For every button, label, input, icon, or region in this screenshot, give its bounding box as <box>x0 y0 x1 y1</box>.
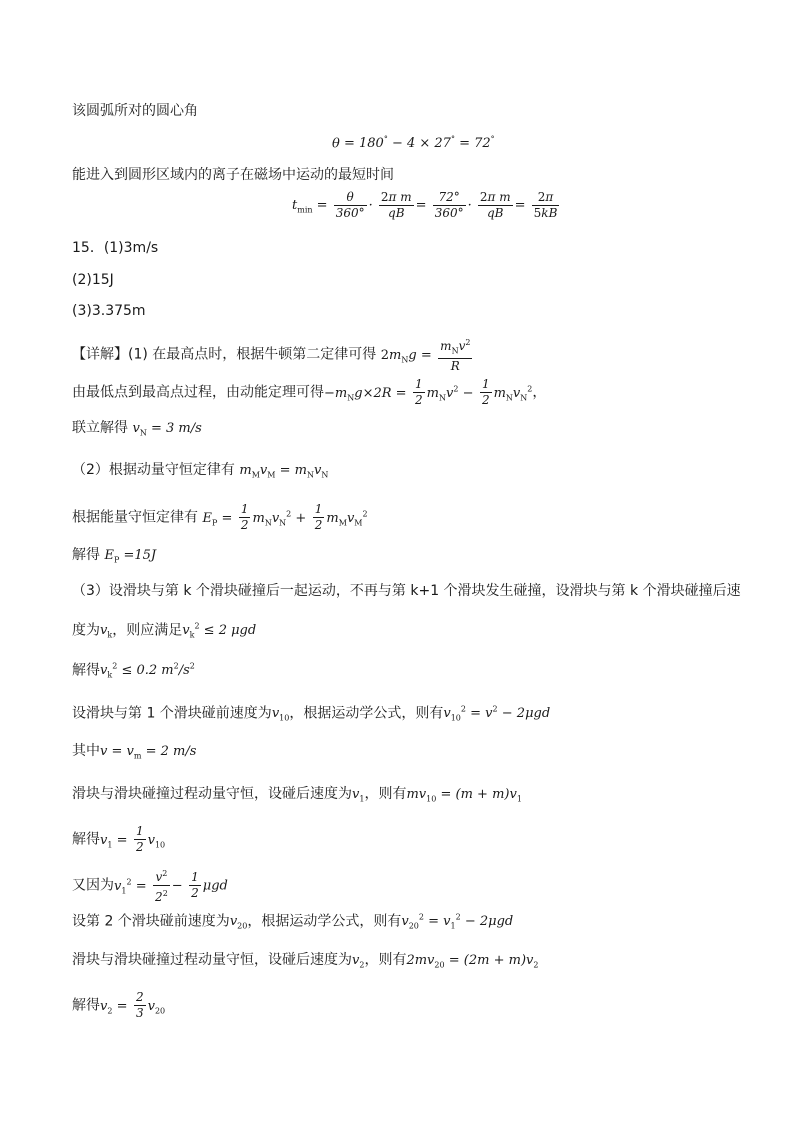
answer-15-3: (3)3.375m <box>72 303 146 319</box>
text: 滑块与滑块碰撞过程动量守恒，设碰后速度为 <box>72 952 352 968</box>
part3-line-4: 设滑块与第 1 个滑块碰前速度为$v_{10}$，根据运动学公式，则有$v_{10}^2 = v^2 - 2\mu gd$ <box>72 705 551 723</box>
solve-line: 联立解得 $v_N = 3$ m/s <box>72 420 202 438</box>
part3-line-3: 解得$v_k^2 \le 0.2$ $m^2/s^2$ <box>72 662 195 680</box>
part3-line-6: 滑块与滑块碰撞过程动量守恒，设碰后速度为$v_1$，则有$mv_{10} = (m + m)v_1$ <box>72 786 522 804</box>
momentum-line: （2）根据动量守恒定律有 $m_Mv_M = m_Nv_N$ <box>72 462 329 480</box>
text: 又因为 <box>72 877 114 894</box>
text: 设第 2 个滑块碰前速度为 <box>72 913 230 930</box>
text: 度为 <box>72 622 100 639</box>
answer-15-1: 15．(1)3m/s <box>72 240 159 256</box>
text: 根据能量守恒定律有 <box>72 509 198 526</box>
energy-line: 由最低点到最高点过程，由动能定理可得$-m_Ng\times 2R$ = $\frac{1}{2}$ $m_Nv^2$ − $\frac{1}{2}$ $m_Nv_N^2$， <box>72 377 547 407</box>
text: 其中 <box>72 743 100 759</box>
text: ，则有 <box>364 786 407 802</box>
text: 联立解得 <box>72 420 128 436</box>
text: 【详解】(1) 在最高点时，根据牛顿第二定律可得 <box>72 346 377 363</box>
text: 解得 <box>72 831 100 848</box>
answer-15-2: (2)15J <box>72 272 114 288</box>
text: ，则有 <box>364 952 407 968</box>
part3-line-8: 又因为$v_1^2$ = $\frac{v^2}{2^2}$ − $\frac{1}{2}$ μgd <box>72 866 228 905</box>
part3-line-1: （3）设滑块与第 k 个滑块碰撞后一起运动，不再与第 k+1 个滑块发生碰撞，设滑块与第 k 个滑块碰撞后速 <box>72 583 741 599</box>
text: 由最低点到最高点过程，由动能定理可得 <box>72 384 324 401</box>
ep-result-line: 解得 $E_P =15J$ <box>72 547 157 565</box>
text-line: 该圆弧所对的圆心角 <box>72 103 198 119</box>
text: 解得 <box>72 547 100 563</box>
part3-line-2: 度为$v_k$，则应满足$v_k^2 \le 2$ μgd <box>72 622 257 640</box>
text-line: 能进入到圆形区域内的离子在磁场中运动的最短时间 <box>72 167 394 183</box>
text: 滑块与滑块碰撞过程动量守恒，设碰后速度为 <box>72 786 352 802</box>
detail-line-1: 【详解】(1) 在最高点时，根据牛顿第二定律可得 $2m_Ng$ = $\frac{m_Nv^2}{R}$ <box>72 335 474 374</box>
text: 解得 <box>72 662 100 679</box>
part3-line-7: 解得$v_1$ = $\frac{1}{2}$ $v_{10}$ <box>72 824 166 854</box>
text: （2）根据动量守恒定律有 <box>72 462 235 478</box>
part3-line-5: 其中$v = v_m = 2$ m/s <box>72 743 197 761</box>
text: ，根据运动学公式，则有 <box>289 705 444 722</box>
text: 解得 <box>72 997 100 1014</box>
text: 设滑块与第 1 个滑块碰前速度为 <box>72 705 272 722</box>
energy-conservation-line: 根据能量守恒定律有 $E_P$ = $\frac{1}{2}$ $m_Nv_N^2$ + $\frac{1}{2}$ $m_Mv_M^2$ <box>72 502 368 532</box>
text: ，根据运动学公式，则有 <box>247 913 402 930</box>
equation-tmin: $t_{min}$ = $\frac{\theta}{360^\circ}$ · $\frac{\text{2π m}}{qB}$ = $\frac{72^\circ}{360^\circ}$ · $\frac{\text{2π m}}{qB}$ = $\frac{2\pi}{5kB}$ <box>292 190 558 220</box>
text: ，则应满足 <box>112 622 183 639</box>
part3-line-9: 设第 2 个滑块碰前速度为$v_{20}$，根据运动学公式，则有$v_{20}^2 = v_1^2 - 2\mu gd$ <box>72 913 514 931</box>
part3-line-10: 滑块与滑块碰撞过程动量守恒，设碰后速度为$v_2$，则有$2mv_{20} = (2m + m)v_2$ <box>72 952 539 970</box>
equation-angle: θ = 180° − 4 × 27° = 72° <box>332 135 495 152</box>
part3-line-11: 解得$v_2$ = $\frac{2}{3}$ $v_{20}$ <box>72 990 166 1020</box>
